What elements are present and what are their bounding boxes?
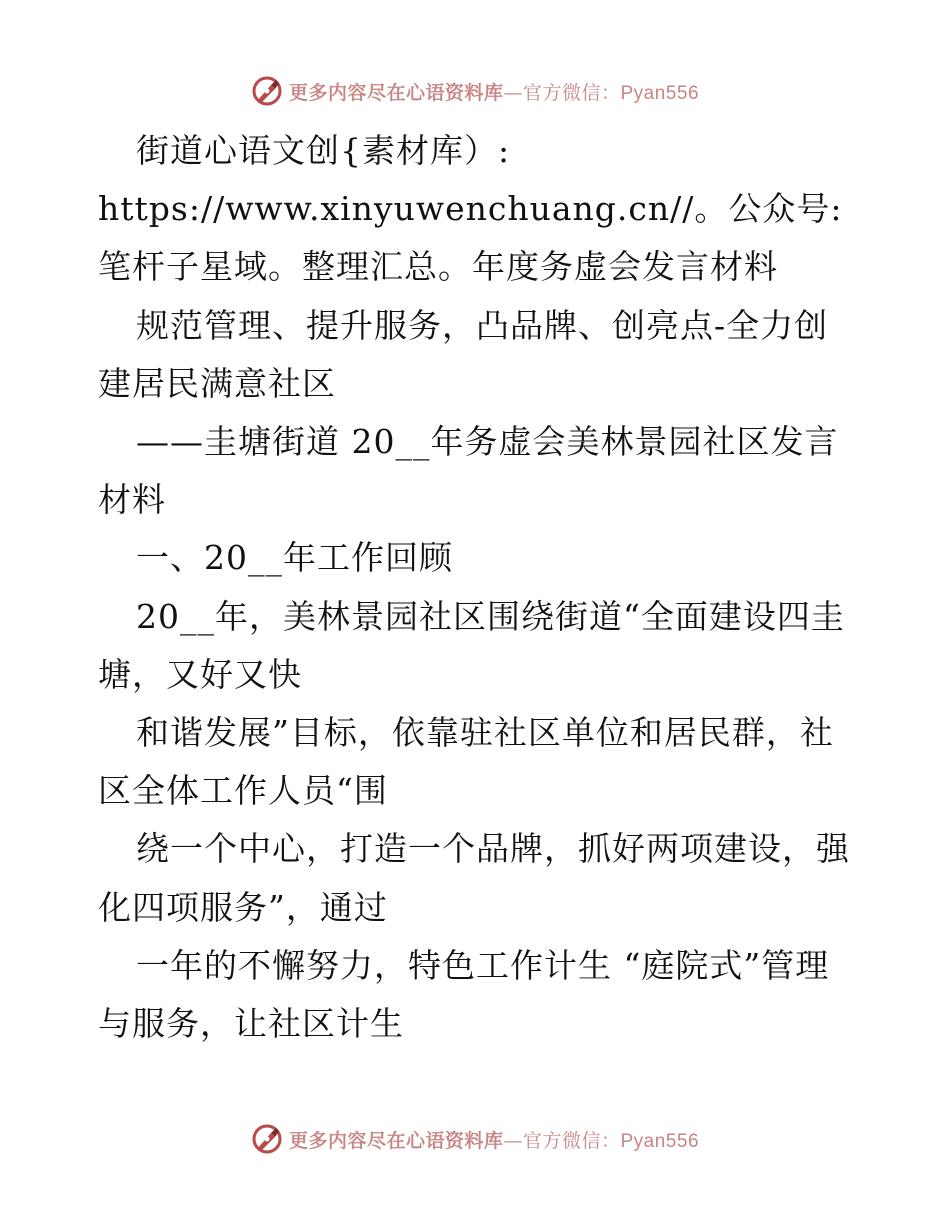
banner-wechat-id: Pyan556 — [620, 82, 700, 104]
header-banner — [0, 71, 950, 111]
paragraph: 绕一个中心，打造一个品牌，抓好两项建设，强化四项服务”，通过 — [98, 829, 850, 927]
pen-in-circle-logo-icon — [251, 1123, 283, 1155]
banner-slogan: 更多内容尽在心语资料库 — [288, 81, 504, 104]
document-body — [98, 122, 858, 1053]
paragraph-subtitle: ——圭塘街道 20__年务虚会美林景园社区发言材料 — [98, 422, 839, 520]
banner-wechat-label: 官方微信： — [522, 1129, 621, 1152]
banner-wechat-id: Pyan556 — [620, 1130, 700, 1152]
footer-banner — [0, 1119, 950, 1159]
paragraph: 和谐发展”目标，依靠驻社区单位和居民群，社区全体工作人员“围 — [98, 713, 834, 811]
banner-text — [289, 1126, 699, 1153]
banner-separator: — — [503, 81, 523, 104]
pen-in-circle-logo-icon — [251, 75, 283, 107]
banner-separator: — — [503, 1129, 523, 1152]
banner-slogan: 更多内容尽在心语资料库 — [288, 1129, 504, 1152]
paragraph: 20__年，美林景园社区围绕街道“全面建设四圭塘，又好又快 — [98, 596, 845, 694]
paragraph-title: 规范管理、提升服务，凸品牌、创亮点-全力创建居民满意社区 — [98, 305, 829, 403]
paragraph: 一年的不懈努力，特色工作计生 “庭院式”管理与服务，让社区计生 — [98, 945, 830, 1044]
section-heading: 一、20__年工作回顾 — [136, 538, 453, 578]
banner-text — [289, 78, 699, 105]
paragraph-intro: 街道心语文创{素材库）: https://www.xinyuwenchuang.cn//。公众号: 笔杆子星域。整理汇总。年度务虚会发言材料 — [98, 131, 843, 287]
banner-wechat-label: 官方微信： — [522, 81, 621, 104]
